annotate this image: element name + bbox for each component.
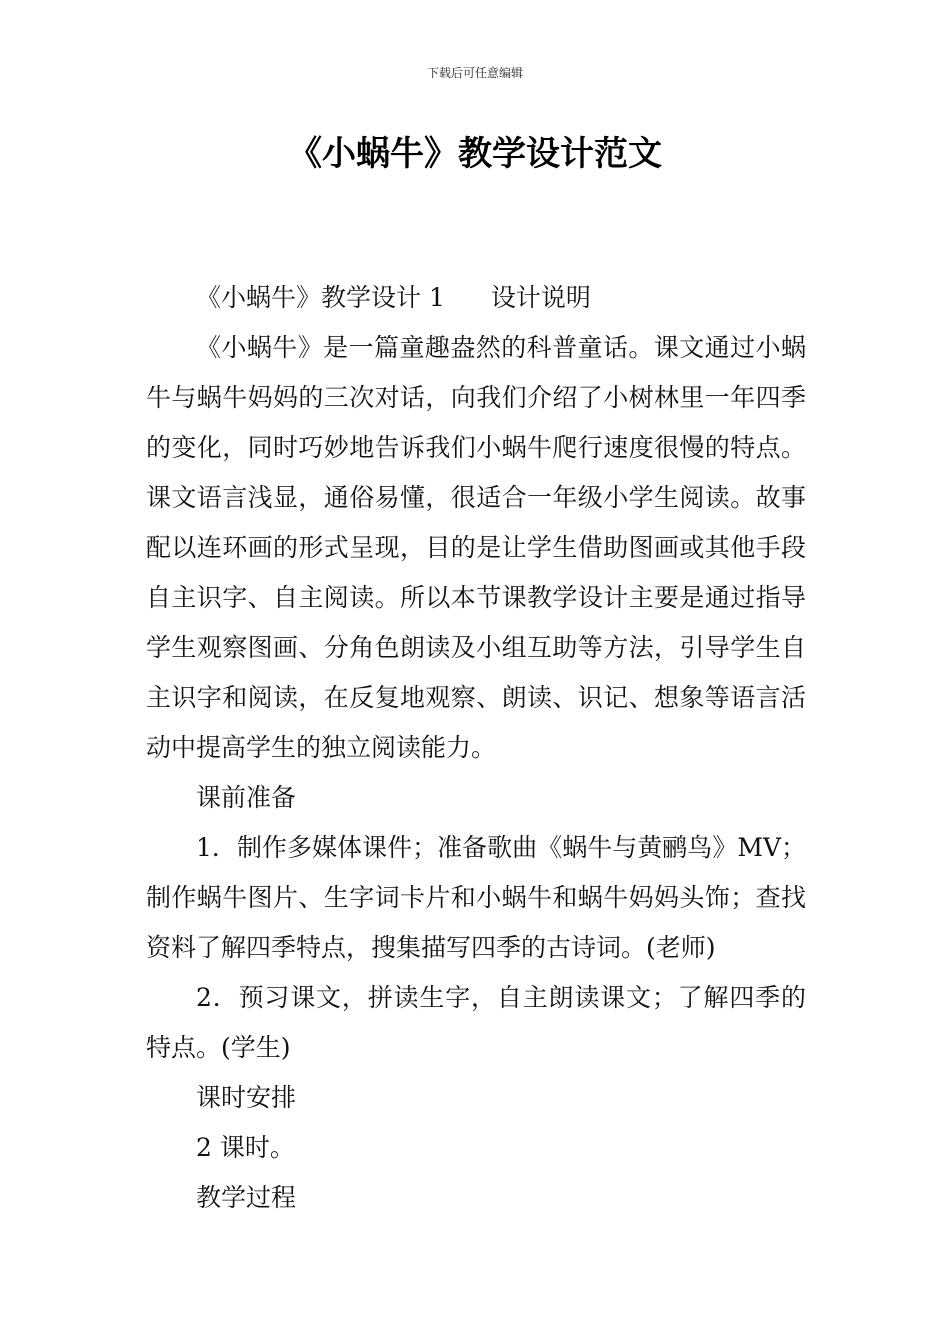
section-heading: 《小蜗牛》教学设计 1	[196, 283, 445, 312]
document-title: 《小蜗牛》教学设计范文	[288, 134, 662, 174]
document-body	[146, 273, 806, 1223]
section-subheading: 设计说明	[490, 283, 591, 312]
paragraph-schedule: 2 课时。	[196, 1133, 295, 1162]
paragraph-design-description: 《小蜗牛》是一篇童趣盎然的科普童话。课文通过小蜗牛与蜗牛妈妈的三次对话，向我们介绍了小树林里一年四季的变化，同时巧妙地告诉我们小蜗牛爬行速度很慢的特点。课文语言浅显，通俗易懂，很适合一年级小学生阅读。故事配以连环画的形式呈现，目的是让学生借助图画或其他手段自主识字、自主阅读。所以本节课教学设计主要是通过指导学生观察图画、分角色朗读及小组互助等方法，引导学生自主识字和阅读，在反复地观察、朗读、识记、想象等语言活动中提高学生的独立阅读能力。	[146, 333, 806, 762]
heading-schedule: 课时安排	[196, 1083, 297, 1112]
section-heading-line	[146, 273, 806, 323]
paragraph-preparation-2: 2．预习课文，拼读生字，自主朗读课文；了解四季的特点。(学生)	[146, 983, 806, 1062]
heading-process: 教学过程	[196, 1183, 297, 1212]
paragraph-preparation-1: 1．制作多媒体课件；准备歌曲《蜗牛与黄鹂鸟》MV；制作蜗牛图片、生字词卡片和小蜗牛和蜗牛妈妈头饰；查找资料了解四季特点，搜集描写四季的古诗词。(老师)	[146, 833, 806, 962]
heading-preparation: 课前准备	[196, 783, 297, 812]
page-header-note: 下载后可任意编辑	[426, 66, 523, 80]
